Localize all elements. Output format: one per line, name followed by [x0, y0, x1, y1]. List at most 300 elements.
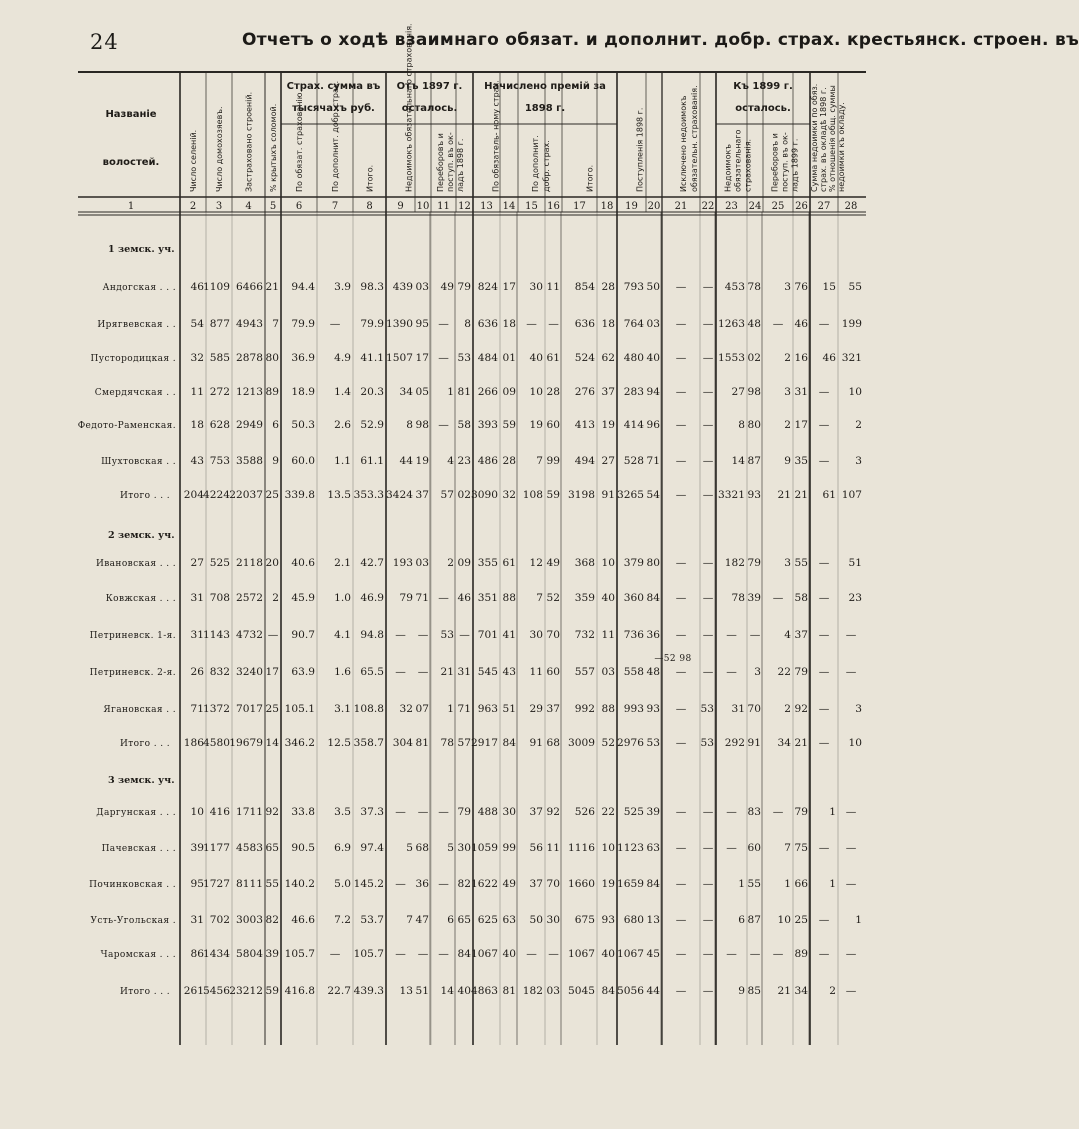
cell: 26: [190, 666, 204, 678]
cell: —: [675, 842, 687, 854]
col-number: 24: [748, 201, 762, 212]
cell: 71: [646, 455, 660, 467]
cell: 3: [784, 386, 791, 398]
cell: 10: [190, 806, 204, 818]
cell: 39: [190, 842, 204, 854]
cell: 3265: [617, 489, 644, 501]
col-number: 6: [295, 201, 303, 212]
cell: 57: [440, 489, 454, 501]
cell: 28: [546, 386, 560, 398]
cell: 53: [700, 737, 714, 749]
cell: 93: [747, 489, 761, 501]
cell: 2949: [236, 419, 263, 431]
cell: 3.5: [334, 806, 351, 818]
cell: 13: [399, 985, 413, 997]
cell: 8: [738, 419, 745, 431]
cell: 51: [502, 703, 516, 715]
cell: 88: [502, 592, 516, 604]
cell: 28: [502, 455, 516, 467]
cell: 993: [623, 703, 644, 715]
cell: 16: [794, 352, 808, 364]
cell: 50: [646, 281, 660, 293]
cell: 1.0: [334, 592, 351, 604]
cell: —: [702, 592, 714, 604]
cell: 2878: [236, 352, 263, 364]
total-row: [120, 985, 857, 997]
cell: 708: [209, 592, 230, 604]
cell: 5804: [236, 948, 263, 960]
col-number: 4: [245, 201, 252, 212]
header-name-line2: волостей.: [102, 157, 160, 168]
cell: —: [702, 281, 714, 293]
cell: 10: [601, 557, 615, 569]
table-row: [102, 842, 857, 854]
cell: 1.4: [334, 386, 351, 398]
cell: 28: [601, 281, 615, 293]
cell: 636: [574, 318, 595, 330]
table-row: [78, 419, 862, 431]
cell: —: [818, 629, 830, 641]
cell: 60.0: [291, 455, 315, 467]
cell: 1: [829, 806, 836, 818]
cell: —: [459, 629, 470, 641]
cell: 10: [529, 386, 543, 398]
cell: 99: [546, 455, 560, 467]
header-arrears-oblig: Недоимокъ обязательнаго страхованія.: [404, 23, 414, 192]
header-sum-addit: По дополнит. добр. страх.: [331, 80, 340, 192]
cell: 60: [546, 419, 560, 431]
cell: 1622: [471, 878, 498, 890]
cell: —: [818, 914, 830, 926]
cell: —: [749, 948, 761, 960]
header-ar1899-line2: обязательнаго: [733, 129, 743, 192]
cell: 56: [529, 842, 543, 854]
cell: 3: [754, 666, 761, 678]
cell: 7017: [236, 703, 263, 715]
cell: 9: [272, 455, 279, 467]
cell: 1109: [203, 281, 230, 293]
header-num-households: Число домохозяевъ.: [215, 106, 224, 192]
header-excluded-line1: Исключено недоимокъ: [679, 95, 688, 192]
cell: —: [675, 386, 687, 398]
cell: 71: [415, 592, 429, 604]
cell: 351: [477, 592, 498, 604]
cell: 2917: [471, 737, 498, 749]
cell: 4.1: [334, 629, 351, 641]
cell: 71: [457, 703, 471, 715]
cell: 46.9: [360, 592, 384, 604]
cell: 02: [747, 352, 761, 364]
cell: 5045: [568, 985, 595, 997]
cell: 494: [574, 455, 595, 467]
cell: 34: [399, 386, 413, 398]
cell: 1727: [203, 878, 230, 890]
cell: 27: [731, 386, 745, 398]
cell: 86: [190, 948, 204, 960]
cell: 71: [190, 703, 204, 715]
cell: —: [845, 985, 857, 997]
cell: 1116: [568, 842, 595, 854]
cell: 76: [794, 281, 808, 293]
cell: 46: [457, 592, 471, 604]
cell: 1390: [386, 318, 413, 330]
table-row: [95, 386, 863, 398]
cell: 70: [546, 878, 560, 890]
cell: 416: [209, 806, 230, 818]
col-number: 9: [397, 201, 404, 212]
cell: 6.9: [334, 842, 351, 854]
cell: 393: [477, 419, 498, 431]
cell: 628: [209, 419, 230, 431]
cell: 8111: [236, 878, 263, 890]
cell: —: [702, 419, 714, 431]
cell: —: [845, 629, 857, 641]
cell: 83: [747, 806, 761, 818]
cell: —: [417, 629, 429, 641]
cell: 6: [738, 914, 745, 926]
cell: 54: [646, 489, 660, 501]
cell: 31: [457, 666, 471, 678]
cell: 5456: [203, 985, 230, 997]
cell: 14: [440, 985, 454, 997]
cell: 97.4: [360, 842, 384, 854]
cell: 368: [574, 557, 595, 569]
cell: 3.1: [334, 703, 351, 715]
cell: 1177: [203, 842, 230, 854]
cell: —: [845, 842, 857, 854]
cell: 60: [546, 666, 560, 678]
cell: 01: [502, 352, 516, 364]
cell: 19: [601, 419, 615, 431]
cell: 13.5: [327, 489, 351, 501]
cell: 5: [447, 842, 454, 854]
cell: 7: [536, 592, 543, 604]
cell: 193: [392, 557, 413, 569]
cell: 50: [529, 914, 543, 926]
cell: 92: [794, 703, 808, 715]
cell: 3588: [236, 455, 263, 467]
cell: 19: [415, 455, 429, 467]
cell: —: [395, 666, 406, 678]
cell: —: [818, 557, 830, 569]
cell: 4: [784, 629, 791, 641]
col-number: 23: [725, 201, 738, 212]
cell: 49: [546, 557, 560, 569]
cell: —: [818, 948, 830, 960]
cell: 2.1: [334, 557, 351, 569]
cell: 68: [415, 842, 429, 854]
cell: 3.9: [334, 281, 351, 293]
cell: 1123: [617, 842, 644, 854]
cell: 59: [265, 985, 279, 997]
cell: —: [702, 806, 714, 818]
header-receipts: Поступленія 1898 г.: [635, 107, 645, 192]
cell: 557: [574, 666, 595, 678]
cell: 3: [855, 455, 862, 467]
cell: 283: [623, 386, 644, 398]
cell: 5.0: [334, 878, 351, 890]
cell: 107: [841, 489, 862, 501]
table-row: [97, 318, 862, 330]
cell: —: [818, 703, 830, 715]
section-3: [89, 775, 862, 997]
cell: 525: [623, 806, 644, 818]
col-number: 15: [525, 201, 538, 212]
section-label: 3 земск. уч.: [108, 775, 175, 786]
cell: —: [417, 948, 429, 960]
row-name: Андогская . . .: [102, 283, 176, 293]
cell: 8: [464, 318, 471, 330]
cell: 1: [784, 878, 791, 890]
row-name: Федото-Раменская.: [77, 421, 176, 431]
cell: 37: [529, 878, 543, 890]
cell: —: [395, 948, 406, 960]
row-name: Петриневск. 1-я.: [89, 631, 176, 641]
cell: 32: [190, 352, 204, 364]
cell: 90.5: [291, 842, 315, 854]
row-name: Ковжская . . .: [105, 594, 176, 604]
cell: 10: [601, 842, 615, 854]
cell: —: [726, 629, 737, 641]
cell: —: [438, 419, 449, 431]
cell: —: [702, 318, 714, 330]
cell: 40.6: [291, 557, 315, 569]
cell: 2572: [236, 592, 263, 604]
cell: —: [675, 948, 687, 960]
row-name: Пустородицкая .: [90, 354, 176, 364]
cell: 20: [265, 557, 279, 569]
header-op1899-line1: Переборовъ и: [770, 133, 780, 192]
cell: 35: [794, 455, 808, 467]
cell: 51: [848, 557, 862, 569]
cell: 30: [502, 806, 516, 818]
cell: —: [438, 806, 449, 818]
cell: 40: [601, 592, 615, 604]
col-number: 20: [647, 201, 661, 212]
cell: 1263: [718, 318, 745, 330]
cell: 4580: [203, 737, 230, 749]
cell: —: [818, 842, 830, 854]
cell: 1711: [236, 806, 263, 818]
header-ar1899-line3: страхованія.: [743, 138, 753, 192]
cell: 03: [601, 666, 615, 678]
row-name: Даргунская . . .: [96, 808, 176, 818]
cell: 31: [190, 592, 204, 604]
cell: —: [818, 318, 830, 330]
cell: 31: [190, 914, 204, 926]
cell: 81: [457, 386, 471, 398]
cell: —: [772, 318, 784, 330]
cell: 680: [623, 914, 644, 926]
cell: —: [395, 629, 406, 641]
cell: 1: [738, 878, 745, 890]
cell: —: [438, 592, 449, 604]
cell: 63: [646, 842, 660, 854]
col-number: 18: [600, 201, 614, 212]
row-name: Шухтовская . .: [101, 457, 176, 467]
cell: 545: [477, 666, 498, 678]
cell: 82: [457, 878, 471, 890]
cell: 30: [546, 914, 560, 926]
cell: 91: [601, 489, 615, 501]
row-name: Петриневск. 2-я.: [89, 668, 176, 678]
header-sum-oblig: По обязат. страхованію.: [295, 89, 304, 192]
cell: 701: [477, 629, 498, 641]
cell: 60: [747, 842, 761, 854]
cell: —: [395, 806, 406, 818]
cell: 636: [477, 318, 498, 330]
cell: 21: [777, 985, 791, 997]
cell: —: [772, 592, 784, 604]
header-overpay-line1: Переборовъ и: [436, 133, 445, 192]
cell: 266: [477, 386, 498, 398]
page-title: Отчетъ о ходѣ взаимнаго обязат. и дополнит. добр. страх. крестьянск. строен. въ: [242, 30, 1079, 50]
cell: 70: [747, 703, 761, 715]
cell: 186: [183, 737, 204, 749]
cell: 7: [272, 318, 279, 330]
header-to1899-line2: осталось.: [735, 103, 791, 114]
cell: 79: [399, 592, 413, 604]
header-pct-thatched: % крытыхъ соломой.: [269, 103, 278, 192]
cell: 199: [841, 318, 862, 330]
cell: 78: [747, 281, 761, 293]
cell: 88: [601, 703, 615, 715]
cell: 30: [529, 629, 543, 641]
cell: 22037: [229, 489, 263, 501]
cell: 824: [477, 281, 498, 293]
cell: 25: [794, 914, 808, 926]
cell: 46: [794, 318, 808, 330]
cell: 1553: [718, 352, 745, 364]
cell: 70: [546, 629, 560, 641]
cell: 02: [457, 489, 471, 501]
header-overpay-line2: поступ. въ ок-: [446, 132, 455, 192]
cell: 93: [601, 914, 615, 926]
cell: 21: [440, 666, 454, 678]
cell: 53: [440, 629, 454, 641]
cell: 1434: [203, 948, 230, 960]
row-name: Чаромская . . .: [100, 950, 176, 960]
cell: 57: [457, 737, 471, 749]
cell: 87: [747, 455, 761, 467]
cell: 84: [502, 737, 516, 749]
cell: 80: [646, 557, 660, 569]
cell: 992: [574, 703, 595, 715]
section-2: [90, 530, 863, 749]
col-number: 3: [215, 201, 223, 212]
cell: 40: [502, 948, 516, 960]
cell: —: [702, 842, 714, 854]
col-number: 5: [269, 201, 277, 212]
col-number: 22: [701, 201, 715, 212]
cell: 12: [529, 557, 543, 569]
cell: 1: [447, 703, 454, 715]
cell: 98.3: [360, 281, 384, 293]
cell: —: [675, 419, 687, 431]
cell: 19: [529, 419, 543, 431]
cell: 9: [738, 985, 745, 997]
col-number: 2: [189, 201, 197, 212]
table-row: [96, 806, 856, 818]
header-op1899-line2: поступ. въ ок-: [780, 132, 790, 192]
cell: 61: [822, 489, 836, 501]
cell: 1372: [203, 703, 230, 715]
cell: 78: [731, 592, 745, 604]
cell: —: [267, 629, 279, 641]
cell: 98: [415, 419, 429, 431]
header-sum-group-line1: Страх. сумма въ: [286, 81, 381, 92]
cell: 09: [502, 386, 516, 398]
cell: 19: [601, 878, 615, 890]
cell: —: [702, 948, 714, 960]
cell: 321: [841, 352, 862, 364]
cell: 65: [457, 914, 471, 926]
cell: 14: [265, 737, 279, 749]
cell: 68: [546, 737, 560, 749]
cell: 92: [265, 806, 279, 818]
cell: 95: [190, 878, 204, 890]
cell: —: [329, 948, 341, 960]
cell: 94.4: [291, 281, 315, 293]
cell: 346.2: [284, 737, 315, 749]
cell: 81: [502, 985, 516, 997]
cell: 95: [415, 318, 429, 330]
cell: 21: [794, 489, 808, 501]
cell: 41.1: [360, 352, 384, 364]
table-row: [103, 703, 862, 715]
cell: 30: [529, 281, 543, 293]
cell: 93: [646, 703, 660, 715]
cell: —: [675, 806, 687, 818]
cell: 09: [457, 557, 471, 569]
cell: 44: [399, 455, 413, 467]
cell: —: [845, 878, 857, 890]
cell: —: [675, 914, 687, 926]
header-excluded-line2: обязательн. страхованія.: [690, 85, 699, 192]
cell: 40: [646, 352, 660, 364]
cell: 1659: [617, 878, 644, 890]
cell: 79: [457, 281, 471, 293]
cell: 359: [574, 592, 595, 604]
cell: —: [726, 666, 737, 678]
cell: —: [845, 948, 857, 960]
cell: 45.9: [291, 592, 315, 604]
cell: 32: [502, 489, 516, 501]
cell: 36.9: [291, 352, 315, 364]
cell: 4.9: [334, 352, 351, 364]
cell: 84: [646, 878, 660, 890]
cell: 21: [777, 489, 791, 501]
cell: 40: [601, 948, 615, 960]
cell: 2: [272, 592, 279, 604]
cell: 63.9: [291, 666, 315, 678]
cell: —: [675, 985, 687, 997]
cell: —: [702, 878, 714, 890]
section-label: 2 земск. уч.: [108, 530, 175, 541]
cell: 1: [829, 878, 836, 890]
col-number: 27: [817, 201, 831, 212]
cell: 15: [822, 281, 836, 293]
cell: 7.2: [334, 914, 351, 926]
cell: 39: [265, 948, 279, 960]
cell: 32: [399, 703, 413, 715]
row-name: Усть-Угольская .: [90, 916, 176, 926]
section-label: 1 земск. уч.: [108, 244, 175, 255]
header-charged-addit-line1: По дополнит.: [531, 135, 540, 192]
cell: 484: [477, 352, 498, 364]
cell: —: [675, 703, 687, 715]
cell: 37: [601, 386, 615, 398]
